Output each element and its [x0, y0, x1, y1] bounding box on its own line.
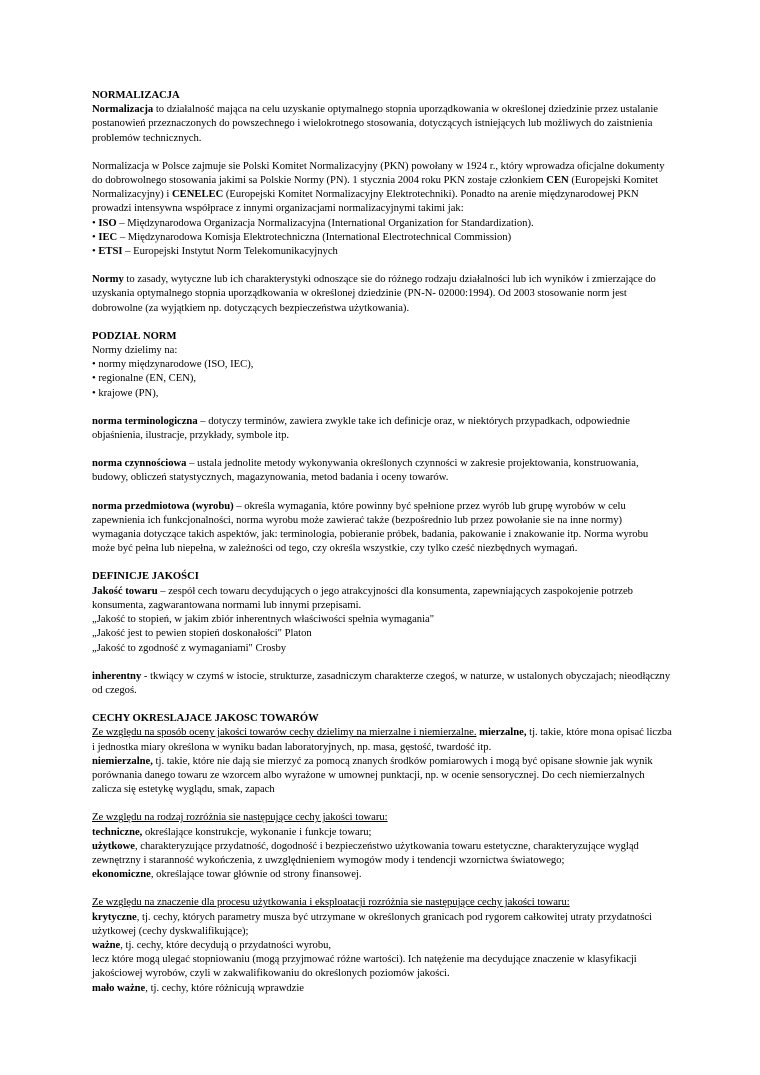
subheading-znaczenie: Ze względu na znaczenie dla procesu użytkowania i eksploatacji rozróżnia sie następujące cechy jakości towaru:: [92, 897, 570, 909]
paragraph-pkn: Normalizacja w Polsce zajmuje sie Polski Komitet Normalizacyjny (PKN) powołany w 1924 r., który wprowadza oficjalne dokumenty do dobrowolnego stosowania jakimi sa Polskie Normy (PN). 1 stycznia 2004 roku PKN zostaje członkiem CEN (Europejski Komitet Normalizacyjny) i CENELEC (Europejski Komitet Normalizacyjny Elektrotechniki). Ponadto na arenie międzynarodowej PKN prowadzi intensywna współprace z innymi organizacjami normalizacyjnymi takimi jak:: [92, 160, 665, 215]
paragraph-niemierzalne: niemierzalne, tj. takie, które nie dają sie mierzyć za pomocą znanych środków pomiarowych i mogą być opisane słownie jak wynik porównania danego towaru ze wzorcem albo wyrażone w umownej punktacji, np. w ocenie sensorycznej. Do cech niemierzalnych zalicza się estetykę wyglądu, smak, zapach: [92, 755, 653, 796]
section-heading-normalizacja: NORMALIZACJA: [92, 90, 180, 101]
section-heading-cechy: CECHY OKRESLAJACE JAKOSC TOWARÓW: [92, 713, 319, 725]
paragraph-norma-terminologiczna: norma terminologiczna – dotyczy terminów, zawiera zwykle take ich definicje oraz, w niektórych przypadkach, odpowiednie objaśnienia, ilustracje, przykłady, symbole itp.: [92, 415, 630, 442]
list-item: • krajowe (PN),: [92, 387, 159, 399]
paragraph-normalizacja-definition: Normalizacja to działalność mająca na celu uzyskanie optymalnego stopnia uporządkowania w określonej dziedzinie przez ustalanie postanowień przeznaczonych do powszechnego i wielokrotnego stosowania, dotyczących istniejących lub możliwych do zaistnienia: [92, 104, 658, 130]
list-item: • regionalne (EN, CEN),: [92, 373, 197, 385]
paragraph-uzytkowe: użytkowe, charakteryzujące przydatność, dogodność i bezpieczeństwo użytkowania towaru estetyczne, charakteryzujące wygląd zewnętrzny i staranność wykończenia, z uwzględnieniem wymogów mody i tendencji wzornictwa światowego;: [92, 840, 639, 866]
document-page: [92, 89, 672, 996]
paragraph-malo-wazne: mało ważne, tj. cechy, które różnicują wprawdzie: [92, 982, 305, 994]
paragraph-wazne: ważne, tj. cechy, które decydują o przydatności wyrobu,: [92, 939, 332, 951]
quote-line: „Jakość to stopień, w jakim zbiór inherentnych właściwości spełnia wymagania": [92, 614, 435, 626]
paragraph-normy-definition: Normy to zasady, wytyczne lub ich charakterystyki odnoszące sie do różnego rodzaju działalności lub ich wyników i zmierzające do uzyskania optymalnego stopnia uporządkowania w określonej dziedzinie (PN-N- 02000:1994). Od 2003 stosowanie norm jest dobrowolne (za wyjątkiem np. dotyczących bezpieczeństwa użytkowania).: [92, 274, 656, 314]
org-item-etsi: • ETSI – Europejski Instytut Norm Telekomunikacyjnych: [92, 246, 338, 258]
paragraph-normalizacja-definition-end: problemów technicznych.: [92, 132, 202, 144]
paragraph-mierzalne: Ze względu na sposób oceny jakości towarów cechy dzielimy na mierzalne i niemierzalne. mierzalne, tj. takie, które mona opisać liczba i jednostka miary określona w wyniku badan laboratoryjnych, np. masa, gęstość, twardość itp.: [92, 727, 672, 753]
paragraph-techniczne: techniczne, określające konstrukcje, wykonanie i funkcje towaru;: [92, 826, 372, 838]
paragraph-wazne-cont: lecz które mogą ulegać stopniowaniu (mogą przyjmować różne wartości). Ich natężenie ma decydujące znaczenie w klasyfikacji jakościowej wyrobów, czyli w zakwalifikowaniu do określonych poziomów jakości.: [92, 954, 637, 980]
paragraph-krytyczne: krytyczne, tj. cechy, których parametry musza być utrzymane w określonych granicach pod rygorem całkowitej utraty przydatności użytkowej (cechy dyskwalifikujące);: [92, 911, 652, 937]
paragraph-norma-czynnosciowa: norma czynnościowa – ustala jednolite metody wykonywania określonych czynności w zakresie projektowania, konstruowania, budowy, obliczeń statystycznych, magazynowania, metod badania i oceny towarów.: [92, 458, 639, 484]
list-item: • normy międzynarodowe (ISO, IEC),: [92, 359, 254, 371]
quote-line: „Jakość jest to pewien stopień doskonałości" Platon: [92, 628, 312, 640]
org-item-iso: • ISO – Międzynarodowa Organizacja Normalizacyjna (International Organization for Standardization).: [92, 217, 534, 229]
section-heading-podzial-norm: PODZIAŁ NORM: [92, 330, 177, 342]
paragraph-jakosc-towaru: Jakość towaru – zespół cech towaru decydujących o jego atrakcyjności dla konsumenta, zapewniających zaspokojenie potrzeb konsumenta, zagwarantowana normami lub innymi przepisami.: [92, 585, 633, 611]
paragraph-normy-intro: Normy dzielimy na:: [92, 345, 178, 357]
section-heading-definicje-jakosci: DEFINICJE JAKOŚCI: [92, 571, 199, 583]
org-item-iec: • IEC – Międzynarodowa Komisja Elektrotechniczna (International Electrotechnical Commission): [92, 231, 512, 243]
quote-line: „Jakość to zgodność z wymaganiami" Crosby: [92, 642, 287, 654]
paragraph-ekonomiczne: ekonomiczne, określające towar głównie od strony finansowej.: [92, 869, 362, 881]
paragraph-norma-przedmiotowa: norma przedmiotowa (wyrobu) – określa wymagania, które powinny być spełnione przez wyrób lub grupę wyrobów w celu zapewnienia ich funkcjonalności, norma wyrobu może zawierać także (bezpośrednio lub przez powołanie sie na inne normy) wymagania dotyczące takich aspektów, jak: terminologia, pobieranie próbek, badania, pakowanie i znakowanie itp. Norma wyrobu może być pełna lub niepełna, w zależności od tego, czy określa wszystkie, czy tylko cześć niezbędnych wymagań.: [92, 500, 649, 555]
paragraph-inherentny: inherentny - tkwiący w czymś w istocie, strukturze, zasadniczym charakterze czegoś, w naturze, w ustalonych obyczajach; nieodłączny od czegoś.: [92, 670, 671, 696]
subheading-rodzaj: Ze względu na rodzaj rozróżnia sie następujące cechy jakości towaru:: [92, 812, 388, 824]
